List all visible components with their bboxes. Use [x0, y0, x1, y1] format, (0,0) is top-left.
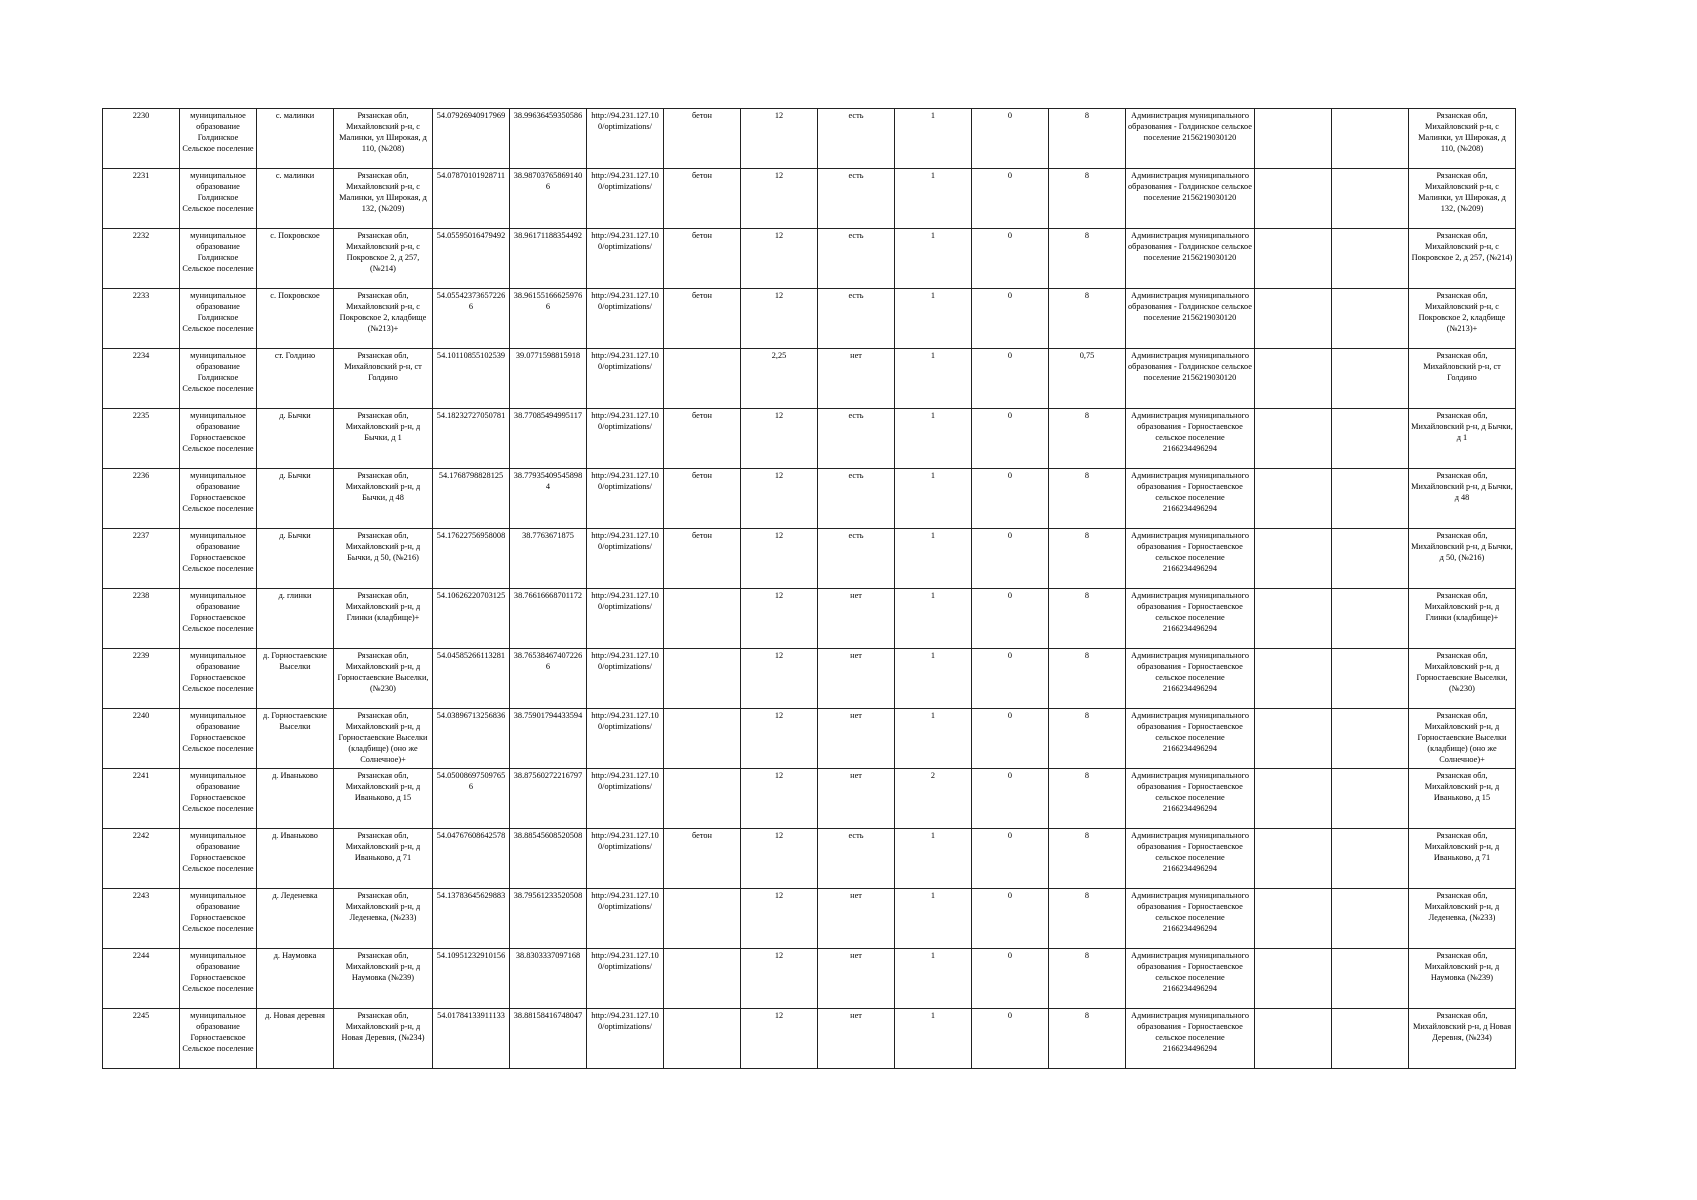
administration-cell: Администрация муниципального образования - Горностаевское сельское поселение 2166234496294: [1126, 529, 1255, 589]
locality-cell: д. Бычки: [257, 409, 334, 469]
containers-count-cell: 1: [895, 289, 972, 349]
municipality-cell: муниципальное образование Голдинское Сельское поселение: [180, 289, 257, 349]
owner-address-cell: Рязанская обл, Михайловский р-н, д Наумовка (№239): [1409, 949, 1516, 1009]
latitude-cell: 54.03896713256836: [433, 709, 510, 769]
containers-count-cell: 1: [895, 409, 972, 469]
fence-cell: нет: [818, 889, 895, 949]
longitude-cell: 38.98703765869140 6: [510, 169, 587, 229]
surface-cell: бетон: [664, 289, 741, 349]
longitude-cell: 39.0771598815918: [510, 349, 587, 409]
administration-cell: Администрация муниципального образования - Горностаевское сельское поселение 2166234496294: [1126, 949, 1255, 1009]
surface-cell: бетон: [664, 229, 741, 289]
table-row: [103, 709, 1516, 769]
empty-cell: [1332, 829, 1409, 889]
planned-containers-cell: 0: [972, 949, 1049, 1009]
longitude-cell: 38.88545608520508: [510, 829, 587, 889]
owner-address-cell: Рязанская обл, Михайловский р-н, д Бычки, д 50, (№216): [1409, 529, 1516, 589]
locality-cell: д. Леденевка: [257, 889, 334, 949]
volume-cell: 8: [1049, 589, 1126, 649]
containers-count-cell: 1: [895, 109, 972, 169]
empty-cell: [1255, 829, 1332, 889]
planned-containers-cell: 0: [972, 649, 1049, 709]
locality-cell: д. Горностаевские Выселки: [257, 709, 334, 769]
administration-cell: Администрация муниципального образования - Горностаевское сельское поселение 2166234496294: [1126, 889, 1255, 949]
address-cell: Рязанская обл, Михайловский р-н, д Новая Деревня, (№234): [334, 1009, 433, 1069]
longitude-cell: 38.76616668701172: [510, 589, 587, 649]
table-row: [103, 1009, 1516, 1069]
link-cell: http://94.231.127.100/optimizations/: [587, 589, 664, 649]
planned-containers-cell: 0: [972, 529, 1049, 589]
fence-cell: есть: [818, 529, 895, 589]
empty-cell: [1332, 589, 1409, 649]
latitude-cell: 54.10951232910156: [433, 949, 510, 1009]
municipality-cell: муниципальное образование Горностаевское Сельское поселение: [180, 529, 257, 589]
row-number-cell: 2234: [103, 349, 180, 409]
area-cell: 12: [741, 649, 818, 709]
volume-cell: 8: [1049, 1009, 1126, 1069]
administration-cell: Администрация муниципального образования - Горностаевское сельское поселение 2166234496294: [1126, 469, 1255, 529]
link-cell: http://94.231.127.100/optimizations/: [587, 409, 664, 469]
latitude-cell: 54.05542373657226 6: [433, 289, 510, 349]
longitude-cell: 38.96171188354492: [510, 229, 587, 289]
longitude-cell: 38.8303337097168: [510, 949, 587, 1009]
owner-address-cell: Рязанская обл, Михайловский р-н, д Иваньково, д 15: [1409, 769, 1516, 829]
volume-cell: 8: [1049, 409, 1126, 469]
row-number-cell: 2238: [103, 589, 180, 649]
surface-cell: [664, 589, 741, 649]
address-cell: Рязанская обл, Михайловский р-н, д Леденевка, (№233): [334, 889, 433, 949]
longitude-cell: 38.88158416748047: [510, 1009, 587, 1069]
latitude-cell: 54.04585266113281: [433, 649, 510, 709]
table-row: [103, 889, 1516, 949]
surface-cell: бетон: [664, 529, 741, 589]
volume-cell: 8: [1049, 829, 1126, 889]
empty-cell: [1255, 289, 1332, 349]
fence-cell: есть: [818, 289, 895, 349]
fence-cell: есть: [818, 409, 895, 469]
administration-cell: Администрация муниципального образования - Голдинское сельское поселение 2156219030120: [1126, 169, 1255, 229]
address-cell: Рязанская обл, Михайловский р-н, с Покровское 2, д 257, (№214): [334, 229, 433, 289]
area-cell: 12: [741, 409, 818, 469]
address-cell: Рязанская обл, Михайловский р-н, д Иваньково, д 71: [334, 829, 433, 889]
empty-cell: [1255, 349, 1332, 409]
containers-count-cell: 1: [895, 169, 972, 229]
municipality-cell: муниципальное образование Горностаевское Сельское поселение: [180, 469, 257, 529]
surface-cell: [664, 949, 741, 1009]
longitude-cell: 38.96155166625976 6: [510, 289, 587, 349]
administration-cell: Администрация муниципального образования - Горностаевское сельское поселение 2166234496294: [1126, 829, 1255, 889]
row-number-cell: 2241: [103, 769, 180, 829]
planned-containers-cell: 0: [972, 409, 1049, 469]
link-cell: http://94.231.127.100/optimizations/: [587, 889, 664, 949]
municipality-cell: муниципальное образование Горностаевское Сельское поселение: [180, 949, 257, 1009]
empty-cell: [1332, 289, 1409, 349]
volume-cell: 8: [1049, 229, 1126, 289]
table-row: [103, 769, 1516, 829]
area-cell: 2,25: [741, 349, 818, 409]
address-cell: Рязанская обл, Михайловский р-н, ст Голдино: [334, 349, 433, 409]
table-row: [103, 109, 1516, 169]
administration-cell: Администрация муниципального образования - Голдинское сельское поселение 2156219030120: [1126, 289, 1255, 349]
volume-cell: 8: [1049, 709, 1126, 769]
address-cell: Рязанская обл, Михайловский р-н, с Покровское 2, кладбище (№213)+: [334, 289, 433, 349]
area-cell: 12: [741, 169, 818, 229]
surface-cell: бетон: [664, 829, 741, 889]
planned-containers-cell: 0: [972, 469, 1049, 529]
row-number-cell: 2244: [103, 949, 180, 1009]
link-cell: http://94.231.127.100/optimizations/: [587, 709, 664, 769]
row-number-cell: 2233: [103, 289, 180, 349]
waste-sites-table: [102, 108, 1516, 1069]
address-cell: Рязанская обл, Михайловский р-н, д Горностаевские Выселки, (№230): [334, 649, 433, 709]
municipality-cell: муниципальное образование Голдинское Сельское поселение: [180, 169, 257, 229]
empty-cell: [1255, 109, 1332, 169]
row-number-cell: 2240: [103, 709, 180, 769]
containers-count-cell: 1: [895, 469, 972, 529]
table-row: [103, 469, 1516, 529]
owner-address-cell: Рязанская обл, Михайловский р-н, д Новая Деревня, (№234): [1409, 1009, 1516, 1069]
row-number-cell: 2235: [103, 409, 180, 469]
empty-cell: [1255, 709, 1332, 769]
planned-containers-cell: 0: [972, 889, 1049, 949]
administration-cell: Администрация муниципального образования - Горностаевское сельское поселение 2166234496294: [1126, 769, 1255, 829]
latitude-cell: 54.07926940917969: [433, 109, 510, 169]
surface-cell: [664, 1009, 741, 1069]
owner-address-cell: Рязанская обл, Михайловский р-н, д Бычки, д 1: [1409, 409, 1516, 469]
planned-containers-cell: 0: [972, 829, 1049, 889]
address-cell: Рязанская обл, Михайловский р-н, с Малинки, ул Широкая, д 132, (№209): [334, 169, 433, 229]
longitude-cell: 38.99636459350586: [510, 109, 587, 169]
locality-cell: д. Бычки: [257, 469, 334, 529]
containers-count-cell: 1: [895, 349, 972, 409]
locality-cell: д. Иваньково: [257, 769, 334, 829]
area-cell: 12: [741, 769, 818, 829]
surface-cell: [664, 769, 741, 829]
longitude-cell: 38.75901794433594: [510, 709, 587, 769]
empty-cell: [1332, 769, 1409, 829]
link-cell: http://94.231.127.100/optimizations/: [587, 289, 664, 349]
volume-cell: 8: [1049, 949, 1126, 1009]
locality-cell: ст. Голдино: [257, 349, 334, 409]
area-cell: 12: [741, 109, 818, 169]
municipality-cell: муниципальное образование Голдинское Сельское поселение: [180, 109, 257, 169]
fence-cell: нет: [818, 649, 895, 709]
municipality-cell: муниципальное образование Горностаевское Сельское поселение: [180, 1009, 257, 1069]
empty-cell: [1332, 469, 1409, 529]
owner-address-cell: Рязанская обл, Михайловский р-н, с Покровское 2, кладбище (№213)+: [1409, 289, 1516, 349]
table-row: [103, 409, 1516, 469]
address-cell: Рязанская обл, Михайловский р-н, д Глинки (кладбище)+: [334, 589, 433, 649]
locality-cell: с. Покровское: [257, 229, 334, 289]
empty-cell: [1255, 769, 1332, 829]
administration-cell: Администрация муниципального образования - Горностаевское сельское поселение 2166234496294: [1126, 589, 1255, 649]
empty-cell: [1255, 409, 1332, 469]
area-cell: 12: [741, 889, 818, 949]
administration-cell: Администрация муниципального образования - Горностаевское сельское поселение 2166234496294: [1126, 709, 1255, 769]
address-cell: Рязанская обл, Михайловский р-н, д Бычки, д 1: [334, 409, 433, 469]
locality-cell: д. Наумовка: [257, 949, 334, 1009]
administration-cell: Администрация муниципального образования - Горностаевское сельское поселение 2166234496294: [1126, 649, 1255, 709]
row-number-cell: 2230: [103, 109, 180, 169]
volume-cell: 8: [1049, 109, 1126, 169]
containers-count-cell: 1: [895, 1009, 972, 1069]
link-cell: http://94.231.127.100/optimizations/: [587, 349, 664, 409]
owner-address-cell: Рязанская обл, Михайловский р-н, с Малинки, ул Широкая, д 110, (№208): [1409, 109, 1516, 169]
empty-cell: [1332, 349, 1409, 409]
link-cell: http://94.231.127.100/optimizations/: [587, 769, 664, 829]
area-cell: 12: [741, 829, 818, 889]
municipality-cell: муниципальное образование Горностаевское Сельское поселение: [180, 829, 257, 889]
table-row: [103, 349, 1516, 409]
table-body: [103, 109, 1516, 1069]
owner-address-cell: Рязанская обл, Михайловский р-н, д Глинки (кладбище)+: [1409, 589, 1516, 649]
empty-cell: [1332, 109, 1409, 169]
latitude-cell: 54.05595016479492: [433, 229, 510, 289]
surface-cell: [664, 889, 741, 949]
planned-containers-cell: 0: [972, 289, 1049, 349]
row-number-cell: 2243: [103, 889, 180, 949]
link-cell: http://94.231.127.100/optimizations/: [587, 829, 664, 889]
longitude-cell: 38.79561233520508: [510, 889, 587, 949]
fence-cell: нет: [818, 349, 895, 409]
empty-cell: [1255, 589, 1332, 649]
empty-cell: [1332, 649, 1409, 709]
owner-address-cell: Рязанская обл, Михайловский р-н, с Покровское 2, д 257, (№214): [1409, 229, 1516, 289]
area-cell: 12: [741, 1009, 818, 1069]
latitude-cell: 54.01784133911133: [433, 1009, 510, 1069]
latitude-cell: 54.17622756958008: [433, 529, 510, 589]
table-row: [103, 589, 1516, 649]
empty-cell: [1255, 469, 1332, 529]
empty-cell: [1332, 529, 1409, 589]
fence-cell: есть: [818, 229, 895, 289]
municipality-cell: муниципальное образование Горностаевское Сельское поселение: [180, 409, 257, 469]
volume-cell: 0,75: [1049, 349, 1126, 409]
empty-cell: [1332, 229, 1409, 289]
row-number-cell: 2236: [103, 469, 180, 529]
municipality-cell: муниципальное образование Горностаевское Сельское поселение: [180, 769, 257, 829]
address-cell: Рязанская обл, Михайловский р-н, д Иваньково, д 15: [334, 769, 433, 829]
owner-address-cell: Рязанская обл, Михайловский р-н, д Леденевка, (№233): [1409, 889, 1516, 949]
row-number-cell: 2232: [103, 229, 180, 289]
table-row: [103, 289, 1516, 349]
empty-cell: [1332, 889, 1409, 949]
latitude-cell: 54.05008697509765 6: [433, 769, 510, 829]
containers-count-cell: 1: [895, 709, 972, 769]
address-cell: Рязанская обл, Михайловский р-н, с Малинки, ул Широкая, д 110, (№208): [334, 109, 433, 169]
containers-count-cell: 1: [895, 829, 972, 889]
area-cell: 12: [741, 229, 818, 289]
link-cell: http://94.231.127.100/optimizations/: [587, 169, 664, 229]
administration-cell: Администрация муниципального образования - Горностаевское сельское поселение 2166234496294: [1126, 1009, 1255, 1069]
table-row: [103, 529, 1516, 589]
latitude-cell: 54.04767608642578: [433, 829, 510, 889]
fence-cell: есть: [818, 169, 895, 229]
containers-count-cell: 1: [895, 589, 972, 649]
municipality-cell: муниципальное образование Горностаевское Сельское поселение: [180, 649, 257, 709]
row-number-cell: 2237: [103, 529, 180, 589]
planned-containers-cell: 0: [972, 169, 1049, 229]
fence-cell: есть: [818, 469, 895, 529]
surface-cell: бетон: [664, 469, 741, 529]
locality-cell: д. глинки: [257, 589, 334, 649]
table-row: [103, 949, 1516, 1009]
empty-cell: [1255, 169, 1332, 229]
surface-cell: бетон: [664, 109, 741, 169]
empty-cell: [1332, 409, 1409, 469]
volume-cell: 8: [1049, 169, 1126, 229]
locality-cell: д. Бычки: [257, 529, 334, 589]
link-cell: http://94.231.127.100/optimizations/: [587, 229, 664, 289]
volume-cell: 8: [1049, 889, 1126, 949]
planned-containers-cell: 0: [972, 229, 1049, 289]
latitude-cell: 54.07870101928711: [433, 169, 510, 229]
longitude-cell: 38.77085494995117: [510, 409, 587, 469]
address-cell: Рязанская обл, Михайловский р-н, д Наумовка (№239): [334, 949, 433, 1009]
administration-cell: Администрация муниципального образования - Голдинское сельское поселение 2156219030120: [1126, 349, 1255, 409]
area-cell: 12: [741, 529, 818, 589]
fence-cell: есть: [818, 829, 895, 889]
latitude-cell: 54.18232727050781: [433, 409, 510, 469]
longitude-cell: 38.76538467407226 6: [510, 649, 587, 709]
containers-count-cell: 2: [895, 769, 972, 829]
empty-cell: [1332, 169, 1409, 229]
volume-cell: 8: [1049, 649, 1126, 709]
link-cell: http://94.231.127.100/optimizations/: [587, 529, 664, 589]
administration-cell: Администрация муниципального образования - Голдинское сельское поселение 2156219030120: [1126, 229, 1255, 289]
table-row: [103, 829, 1516, 889]
address-cell: Рязанская обл, Михайловский р-н, д Бычки, д 50, (№216): [334, 529, 433, 589]
link-cell: http://94.231.127.100/optimizations/: [587, 469, 664, 529]
locality-cell: д. Новая деревня: [257, 1009, 334, 1069]
empty-cell: [1255, 1009, 1332, 1069]
planned-containers-cell: 0: [972, 109, 1049, 169]
area-cell: 12: [741, 589, 818, 649]
fence-cell: нет: [818, 589, 895, 649]
empty-cell: [1255, 529, 1332, 589]
longitude-cell: 38.7763671875: [510, 529, 587, 589]
area-cell: 12: [741, 289, 818, 349]
planned-containers-cell: 0: [972, 589, 1049, 649]
table-row: [103, 649, 1516, 709]
fence-cell: есть: [818, 109, 895, 169]
empty-cell: [1255, 229, 1332, 289]
volume-cell: 8: [1049, 529, 1126, 589]
latitude-cell: 54.1768798828125: [433, 469, 510, 529]
area-cell: 12: [741, 949, 818, 1009]
planned-containers-cell: 0: [972, 1009, 1049, 1069]
containers-count-cell: 1: [895, 949, 972, 1009]
table-row: [103, 169, 1516, 229]
row-number-cell: 2231: [103, 169, 180, 229]
link-cell: http://94.231.127.100/optimizations/: [587, 949, 664, 1009]
empty-cell: [1332, 709, 1409, 769]
link-cell: http://94.231.127.100/optimizations/: [587, 1009, 664, 1069]
planned-containers-cell: 0: [972, 769, 1049, 829]
volume-cell: 8: [1049, 769, 1126, 829]
municipality-cell: муниципальное образование Горностаевское Сельское поселение: [180, 889, 257, 949]
row-number-cell: 2239: [103, 649, 180, 709]
owner-address-cell: Рязанская обл, Михайловский р-н, д Бычки, д 48: [1409, 469, 1516, 529]
address-cell: Рязанская обл, Михайловский р-н, д Горностаевские Выселки (кладбище) (оно же Солнечное)+: [334, 709, 433, 769]
fence-cell: нет: [818, 1009, 895, 1069]
surface-cell: [664, 709, 741, 769]
owner-address-cell: Рязанская обл, Михайловский р-н, д Горностаевские Выселки (кладбище) (оно же Солнечное)+: [1409, 709, 1516, 769]
surface-cell: бетон: [664, 409, 741, 469]
municipality-cell: муниципальное образование Голдинское Сельское поселение: [180, 229, 257, 289]
locality-cell: д. Горностаевские Выселки: [257, 649, 334, 709]
table-row: [103, 229, 1516, 289]
containers-count-cell: 1: [895, 529, 972, 589]
empty-cell: [1255, 889, 1332, 949]
containers-count-cell: 1: [895, 889, 972, 949]
owner-address-cell: Рязанская обл, Михайловский р-н, с Малинки, ул Широкая, д 132, (№209): [1409, 169, 1516, 229]
link-cell: http://94.231.127.100/optimizations/: [587, 109, 664, 169]
area-cell: 12: [741, 469, 818, 529]
locality-cell: с. малинки: [257, 169, 334, 229]
municipality-cell: муниципальное образование Голдинское Сельское поселение: [180, 349, 257, 409]
empty-cell: [1332, 1009, 1409, 1069]
empty-cell: [1255, 949, 1332, 1009]
owner-address-cell: Рязанская обл, Михайловский р-н, д Горностаевские Выселки, (№230): [1409, 649, 1516, 709]
volume-cell: 8: [1049, 289, 1126, 349]
empty-cell: [1255, 649, 1332, 709]
containers-count-cell: 1: [895, 229, 972, 289]
latitude-cell: 54.13783645629883: [433, 889, 510, 949]
empty-cell: [1332, 949, 1409, 1009]
administration-cell: Администрация муниципального образования - Горностаевское сельское поселение 2166234496294: [1126, 409, 1255, 469]
owner-address-cell: Рязанская обл, Михайловский р-н, ст Голдино: [1409, 349, 1516, 409]
address-cell: Рязанская обл, Михайловский р-н, д Бычки, д 48: [334, 469, 433, 529]
owner-address-cell: Рязанская обл, Михайловский р-н, д Иваньково, д 71: [1409, 829, 1516, 889]
locality-cell: с. Покровское: [257, 289, 334, 349]
administration-cell: Администрация муниципального образования - Голдинское сельское поселение 2156219030120: [1126, 109, 1255, 169]
latitude-cell: 54.10110855102539: [433, 349, 510, 409]
row-number-cell: 2245: [103, 1009, 180, 1069]
surface-cell: бетон: [664, 169, 741, 229]
locality-cell: с. малинки: [257, 109, 334, 169]
row-number-cell: 2242: [103, 829, 180, 889]
planned-containers-cell: 0: [972, 349, 1049, 409]
fence-cell: нет: [818, 769, 895, 829]
surface-cell: [664, 649, 741, 709]
longitude-cell: 38.87560272216797: [510, 769, 587, 829]
fence-cell: нет: [818, 709, 895, 769]
link-cell: http://94.231.127.100/optimizations/: [587, 649, 664, 709]
planned-containers-cell: 0: [972, 709, 1049, 769]
longitude-cell: 38.77935409545898 4: [510, 469, 587, 529]
locality-cell: д. Иваньково: [257, 829, 334, 889]
municipality-cell: муниципальное образование Горностаевское Сельское поселение: [180, 709, 257, 769]
containers-count-cell: 1: [895, 649, 972, 709]
fence-cell: нет: [818, 949, 895, 1009]
latitude-cell: 54.10626220703125: [433, 589, 510, 649]
volume-cell: 8: [1049, 469, 1126, 529]
surface-cell: [664, 349, 741, 409]
area-cell: 12: [741, 709, 818, 769]
municipality-cell: муниципальное образование Горностаевское Сельское поселение: [180, 589, 257, 649]
